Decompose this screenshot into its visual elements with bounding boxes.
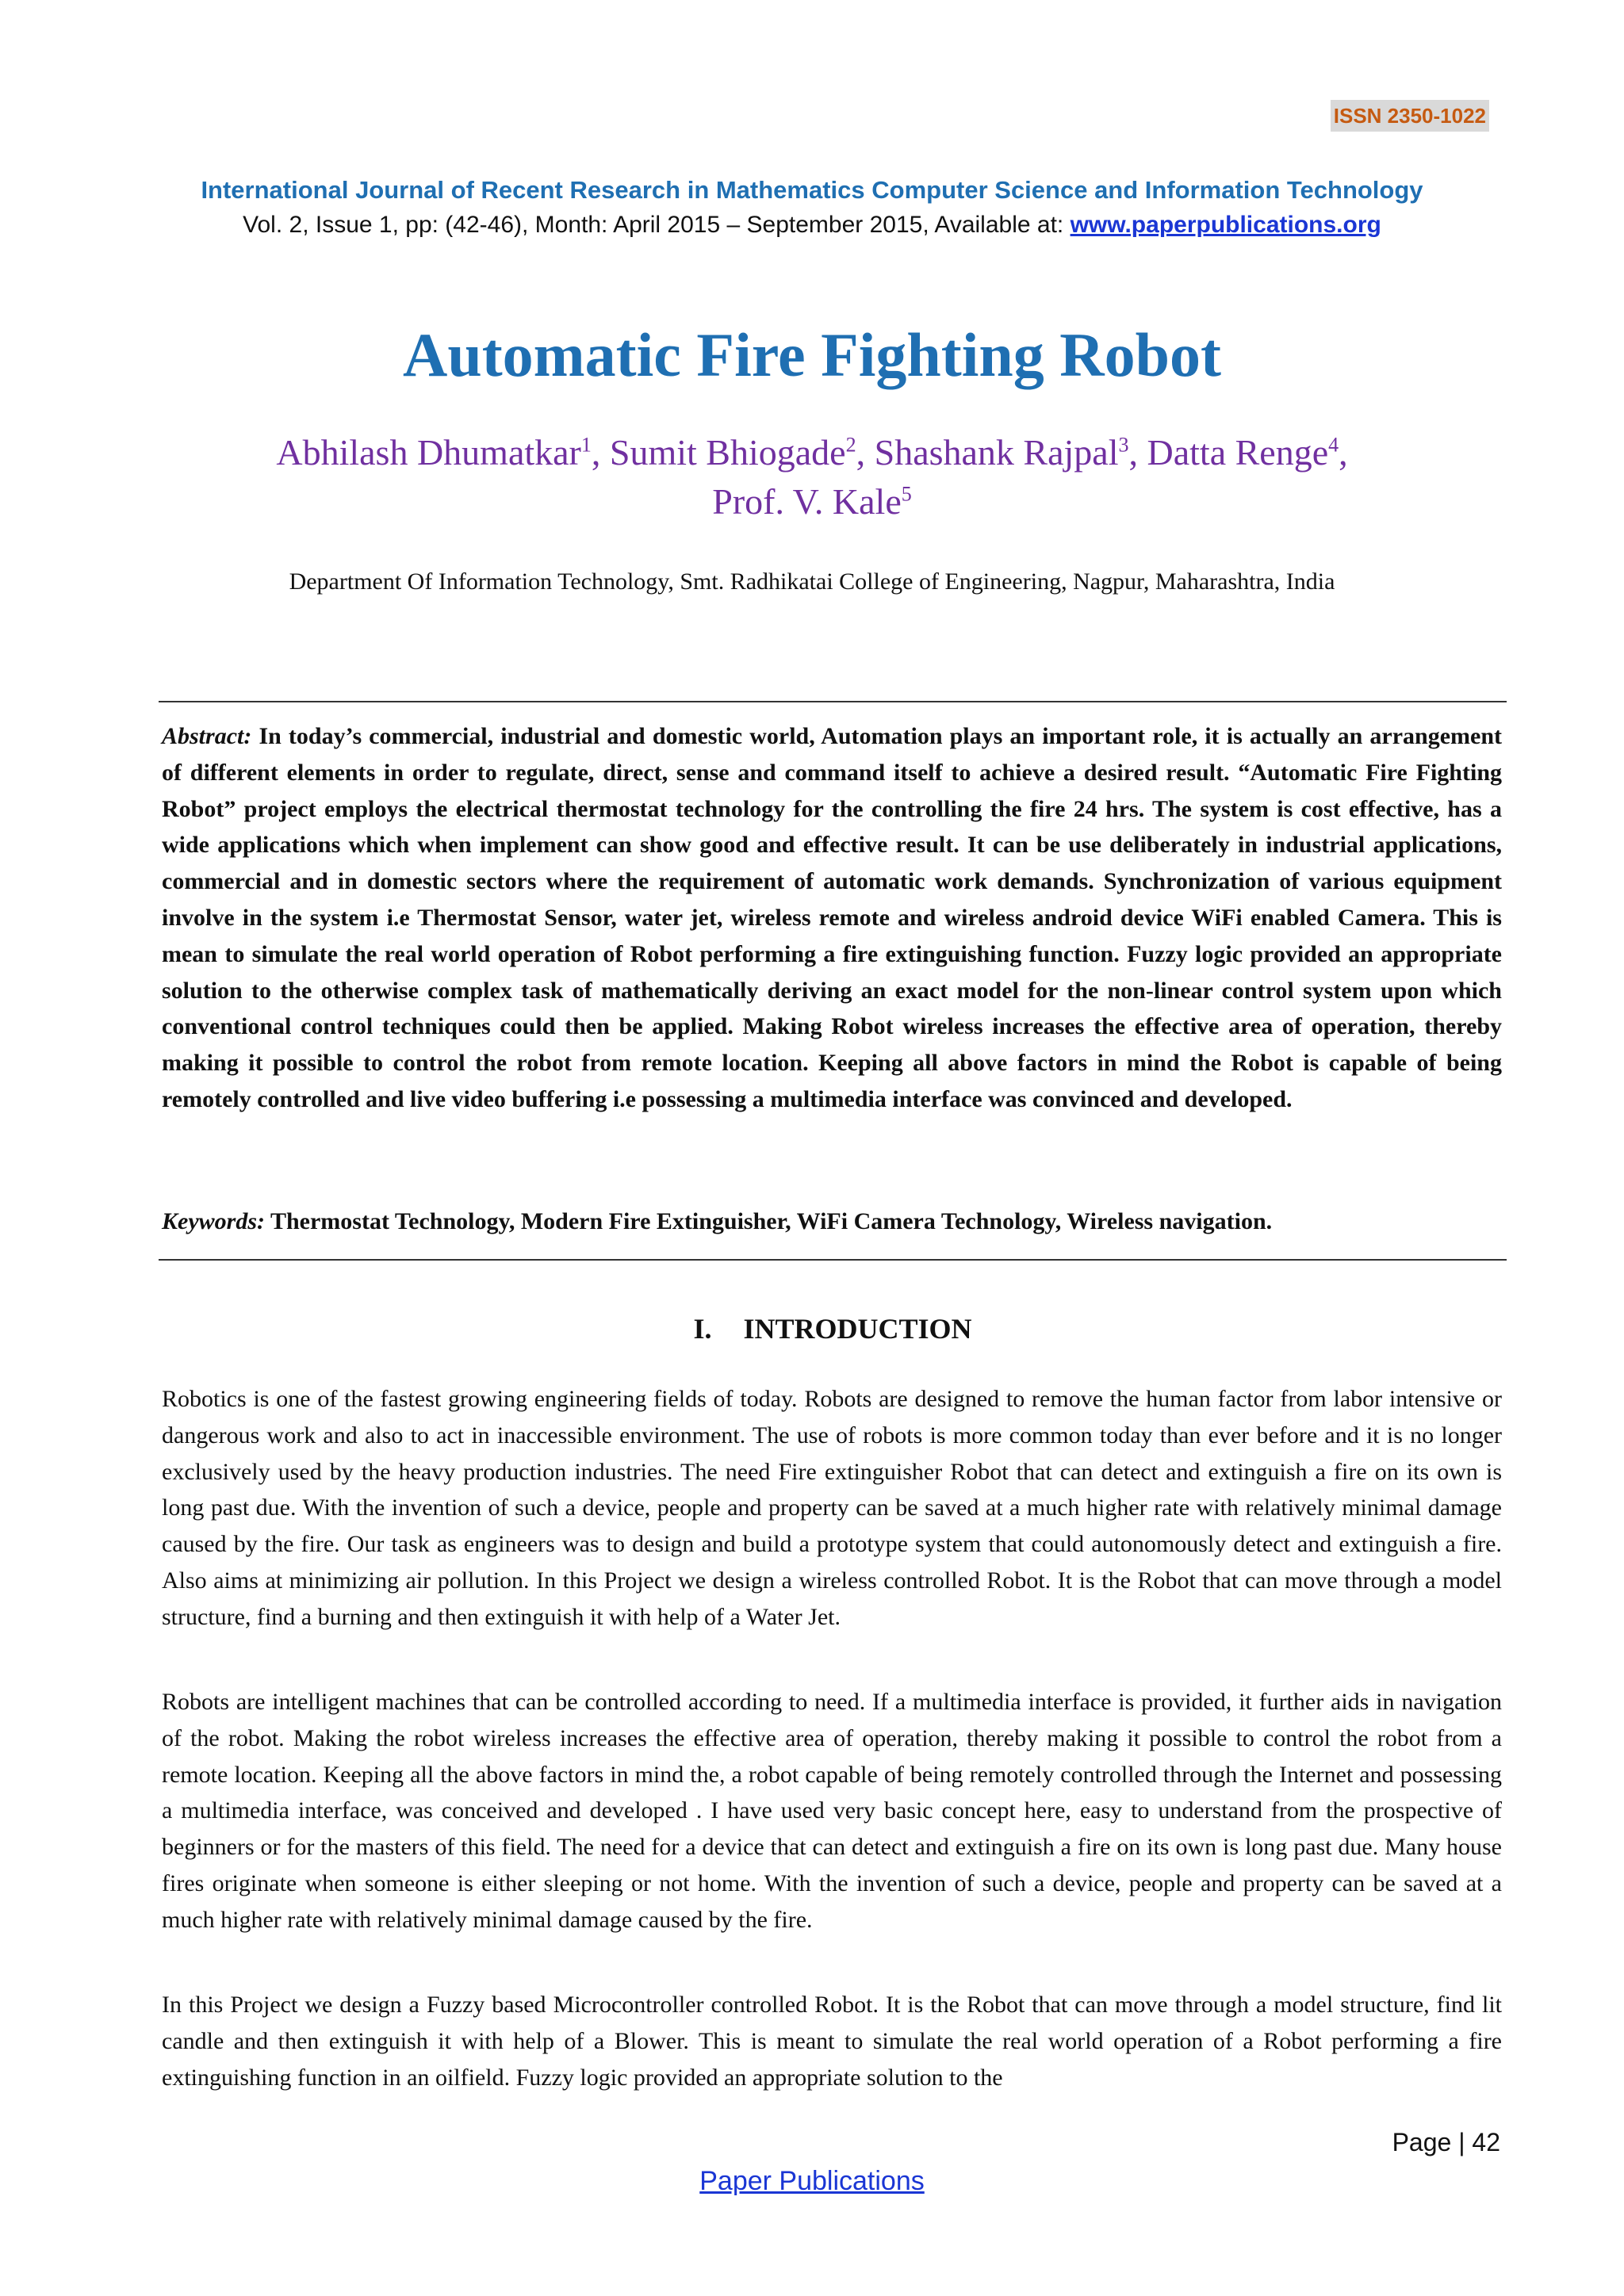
abstract — [162, 718, 1502, 1118]
affiliation: Department Of Information Technology, Smt. Radhikatai College of Engineering, Nagpur, Maharashtra, India — [289, 568, 1335, 595]
author-name: Datta Renge — [1147, 432, 1329, 473]
page-number: Page | 42 — [1392, 2128, 1500, 2156]
journal-url-link[interactable]: www.paperpublications.org — [1070, 212, 1381, 238]
issn-badge: ISSN 2350-1022 — [1331, 100, 1489, 132]
author-name: Prof. V. Kale — [712, 481, 902, 522]
journal-meta-text: Vol. 2, Issue 1, pp: (42-46), Month: April 2015 – September 2015, Available at: — [243, 212, 1071, 238]
author-name: Shashank Rajpal — [874, 432, 1119, 473]
author-name: Sumit Bhiogade — [609, 432, 846, 473]
body-paragraph: Robotics is one of the fastest growing engineering fields of today. Robots are designed to remove the human factor from labor intensive or dangerous work and also to act in inaccessible environment. The use of robots is more common today than ever before and it is no longer exclusively used by the heavy production industries. The need Fire extinguisher Robot that can detect and extinguish a fire on its own is long past due. With the invention of such a device, people and property can be saved at a much higher rate with relatively minimal damage caused by the fire. Our task as engineers was to design and build a prototype system that could autonomously detect and extinguish a fire. Also aims at minimizing air pollution. In this Project we design a wireless controlled Robot. It is the Robot that can move through a model structure, find a burning and then extinguish it with help of a Water Jet. — [162, 1386, 1502, 1630]
author-affiliation-mark: 3 — [1118, 433, 1129, 457]
author-separator: , — [1128, 432, 1147, 473]
journal-header — [159, 173, 1465, 243]
footer — [0, 2163, 1624, 2199]
publisher-link[interactable]: Paper Publications — [699, 2166, 925, 2196]
keywords-text: Thermostat Technology, Modern Fire Extinguisher, WiFi Camera Technology, Wireless navigation. — [270, 1208, 1273, 1234]
section-heading-introduction — [159, 1310, 1507, 1348]
journal-meta — [159, 208, 1465, 243]
abstract-bottom-divider — [159, 1259, 1507, 1261]
body-paragraph: Robots are intelligent machines that can be controlled according to need. If a multimedia interface is provided, it further aids in navigation of the robot. Making the robot wireless increases the effective area of operation, thereby making it possible to control the robot from a remote location. Keeping all the above factors in mind the, a robot capable of being remotely controlled through the Internet and possessing a multimedia interface, was conceived and developed . I have used very basic concept here, easy to understand from the prospective of beginners or for the masters of this field. The need for a device that can detect and extinguish a fire on its own is long past due. Many house fires originate when someone is either sleeping or not home. With the invention of such a device, people and property can be saved at a much higher rate with relatively minimal damage caused by the fire. — [162, 1689, 1502, 1933]
section-title: INTRODUCTION — [743, 1313, 972, 1345]
section-number: I. — [693, 1313, 712, 1345]
paper-title: Automatic Fire Fighting Robot — [403, 320, 1221, 389]
abstract-top-divider — [159, 701, 1507, 702]
keywords-label: Keywords: — [162, 1208, 265, 1234]
author-name: Abhilash Dhumatkar — [276, 432, 581, 473]
author-separator: , — [856, 432, 875, 473]
author-list — [119, 428, 1505, 526]
author-affiliation-mark: 2 — [845, 433, 856, 457]
abstract-text: In today’s commercial, industrial and domestic world, Automation plays an important role, it is actually an arrangement of different elements in order to regulate, direct, sense and command itself to achieve a desired result. “Automatic Fire Fighting Robot” project employs the electrical thermostat technology for the controlling the fire 24 hrs. The system is cost effective, has a wide applications which when implement can show good and effective result. It can be use deliberately in industrial applications, commercial and in domestic sectors where the requirement of automatic work demands. Synchronization of various equipment involve in the system i.e Thermostat Sensor, water jet, wireless remote and wireless android device WiFi enabled Camera. This is mean to simulate the real world operation of Robot performing a fire extinguishing function. Fuzzy logic provided an appropriate solution to the otherwise complex task of mathematically deriving an exact model for the non-linear control system upon which conventional control techniques could then be applied. Making Robot wireless increases the effective area of operation, thereby making it possible to control the robot from remote location. Keeping all above factors in mind the Robot is capable of being remotely controlled and live video buffering i.e possessing a multimedia interface was convinced and developed. — [162, 723, 1502, 1112]
author-separator: , — [591, 432, 610, 473]
author-separator: , — [1339, 432, 1348, 473]
abstract-label: Abstract: — [162, 723, 252, 749]
journal-name: International Journal of Recent Research in Mathematics Computer Science and Information Technology — [201, 176, 1423, 204]
author-affiliation-mark: 5 — [901, 482, 912, 506]
author-affiliation-mark: 1 — [580, 433, 592, 457]
author-affiliation-mark: 4 — [1328, 433, 1339, 457]
keywords — [162, 1203, 1502, 1240]
body-paragraph: In this Project we design a Fuzzy based Microcontroller controlled Robot. It is the Robot that can move through a model structure, find lit candle and then extinguish it with help of a Blower. This is meant to simulate the real world operation of a Robot performing a fire extinguishing function in an oilfield. Fuzzy logic provided an appropriate solution to the — [162, 1992, 1502, 2091]
